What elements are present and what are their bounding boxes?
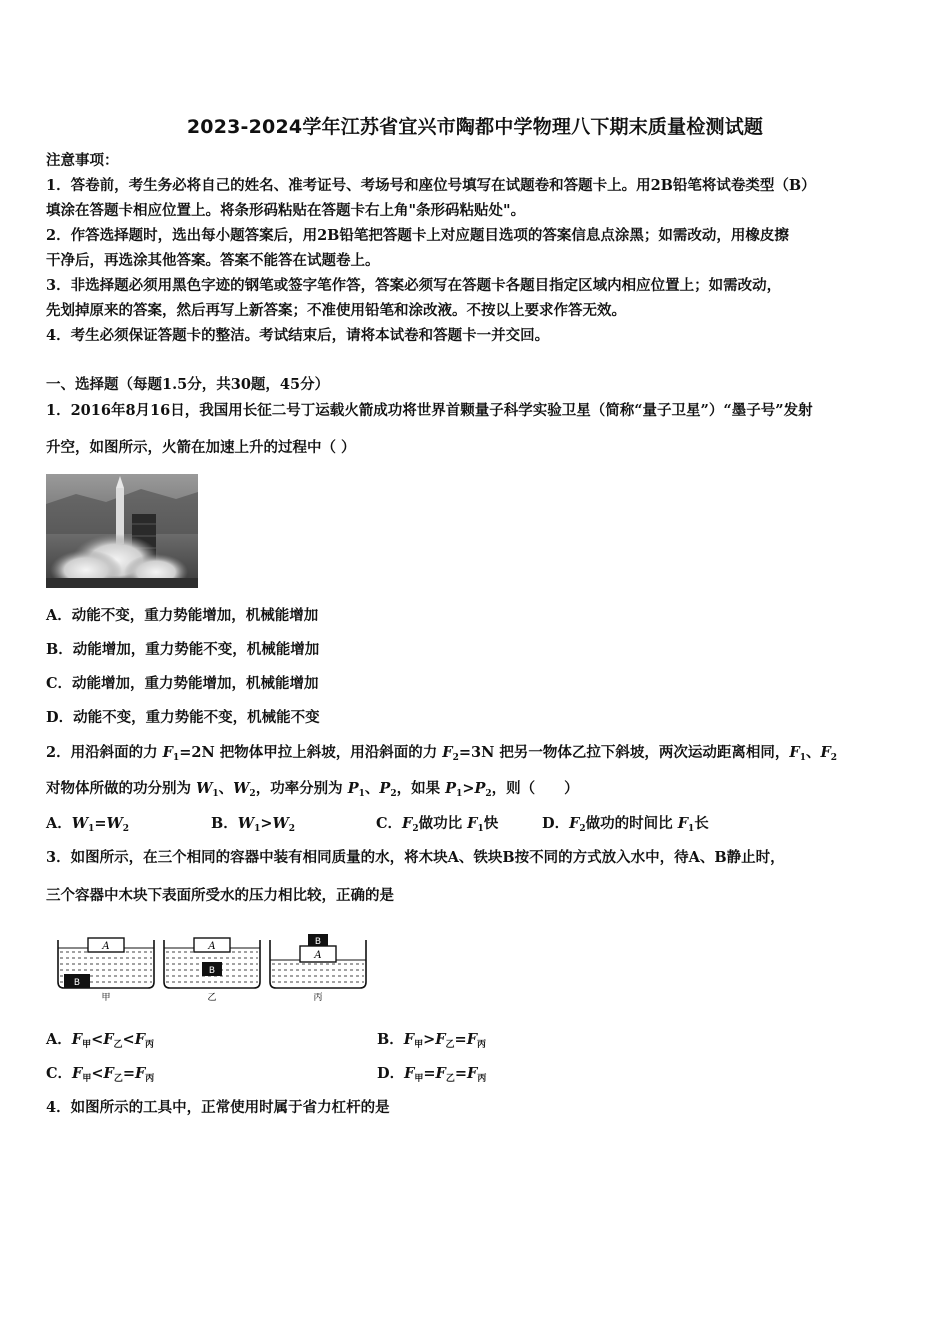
- q3-option-b: B．$F_甲>F_乙=F_丙$: [377, 1031, 487, 1050]
- notice-line: 2．作答选择题时，选出每小题答案后，用2B铅笔把答题卡上对应题目选项的答案信息点涂黑；如需改动，用橡皮擦: [46, 227, 789, 244]
- q1-stem-line1: 1．2016年8月16日，我国用长征二号丁运载火箭成功将世界首颗量子科学实验卫星（简称“量子卫星”）“墨子号”发射: [46, 402, 813, 419]
- container-jia: [58, 938, 154, 1003]
- q2-option-d: D．$F_2$做功的时间比 $F_1$长: [542, 815, 709, 834]
- block-b-label: B: [314, 937, 322, 947]
- block-b-label: B: [208, 966, 216, 976]
- q1-option-c: C．动能增加，重力势能增加，机械能增加: [46, 675, 319, 692]
- block-a-label: A: [208, 941, 216, 952]
- q3-stem-line2: 三个容器中木块下表面所受水的压力相比较，正确的是: [46, 887, 394, 904]
- rocket-launch-photo: [46, 474, 198, 588]
- container-bing: [270, 934, 366, 1003]
- section-heading: 一、选择题（每题1.5分，共30题，45分）: [46, 376, 330, 393]
- container-yi: [164, 938, 260, 1003]
- notice-line: 填涂在答题卡相应位置上。将条形码粘贴在答题卡右上角"条形码粘贴处"。: [46, 202, 526, 219]
- q3-option-c: C．$F_甲<F_乙=F_丙$: [46, 1065, 155, 1084]
- three-containers-figure: [56, 932, 376, 1004]
- notice-heading: 注意事项：: [46, 152, 119, 169]
- q3-option-a: A．$F_甲<F_乙<F_丙$: [46, 1031, 155, 1050]
- notice-line: 1．答卷前，考生务必将自己的姓名、准考证号、考场号和座位号填写在试题卷和答题卡上。用2B铅笔将试卷类型（B）: [46, 177, 816, 194]
- q2-option-c: C．$F_2$做功比 $F_1$快: [376, 815, 499, 834]
- notice-line: 4．考生必须保证答题卡的整洁。考试结束后，请将本试卷和答题卡一并交回。: [46, 327, 550, 344]
- q2-option-a: A．$W_1=W_2$: [46, 815, 130, 834]
- q4-stem: 4．如图所示的工具中，正常使用时属于省力杠杆的是: [46, 1099, 390, 1116]
- q2-stem-line2: 对物体所做的功分别为 $W_1$、$W_2$，功率分别为 $P_1$、$P_2$，如果 $P_1>P_2$，则（ ）: [46, 780, 579, 799]
- label-jia: 甲: [101, 993, 111, 1003]
- q3-option-d: D．$F_甲=F_乙=F_丙$: [377, 1065, 487, 1084]
- label-yi: 乙: [207, 993, 217, 1003]
- notice-line: 先划掉原来的答案，然后再写上新答案；不准使用铅笔和涂改液。不按以上要求作答无效。: [46, 302, 626, 319]
- notice-line: 3．非选择题必须用黑色字迹的钢笔或签字笔作答，答案必须写在答题卡各题目指定区域内相应位置上；如需改动，: [46, 277, 782, 294]
- q3-stem-line1: 3．如图所示，在三个相同的容器中装有相同质量的水，将木块A、铁块B按不同的方式放入水中，待A、B静止时，: [46, 849, 785, 866]
- block-a-label: A: [102, 941, 110, 952]
- q1-stem-line2: 升空，如图所示，火箭在加速上升的过程中（ ）: [46, 439, 356, 456]
- q1-option-b: B．动能增加，重力势能不变，机械能增加: [46, 641, 320, 658]
- q1-option-d: D．动能不变，重力势能不变，机械能不变: [46, 709, 320, 726]
- notice-line: 干净后，再选涂其他答案。答案不能答在试题卷上。: [46, 252, 380, 269]
- q2-stem-line1: 2．用沿斜面的力 $F_1=2N$ 把物体甲拉上斜坡，用沿斜面的力 $F_2=3N$ 把另一物体乙拉下斜坡，两次运动距离相同，$F_1$、$F_2$: [46, 744, 838, 763]
- q1-option-a: A．动能不变，重力势能增加，机械能增加: [46, 607, 319, 624]
- block-b-label: B: [73, 978, 81, 988]
- label-bing: 丙: [313, 993, 323, 1003]
- q2-option-b: B．$W_1>W_2$: [211, 815, 296, 834]
- block-a-label: A: [314, 950, 322, 961]
- page-title: 2023-2024学年江苏省宜兴市陶都中学物理八下期末质量检测试题: [186, 116, 764, 138]
